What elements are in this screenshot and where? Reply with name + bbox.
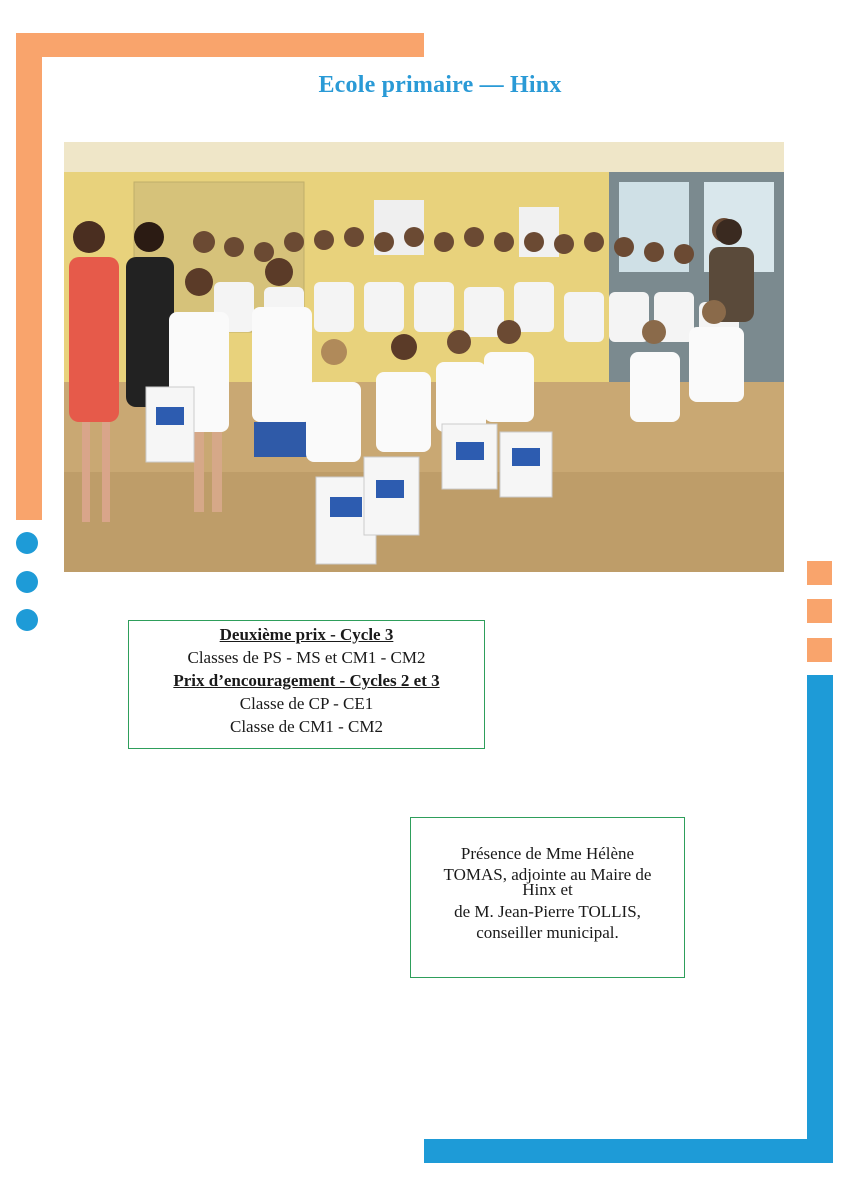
group-photo: [64, 142, 784, 572]
presence-box: [410, 817, 685, 978]
orange-square-3: [807, 638, 832, 662]
prize2-line1: Classe de CP - CE1: [239, 694, 374, 713]
blue-dot-3: [16, 609, 38, 631]
blue-frame-right: [807, 675, 833, 1163]
group-photo-icon: [64, 142, 784, 572]
page-title: Ecole primaire — Hinx: [318, 72, 562, 98]
prize1-heading: Deuxième prix - Cycle 3: [219, 625, 394, 644]
prize2-line2: Classe de CM1 - CM2: [230, 717, 383, 736]
orange-frame-top: [16, 33, 424, 57]
blue-dot-1: [16, 532, 38, 554]
presence-line5: conseiller municipal.: [476, 923, 619, 942]
prize2-heading: Prix d’encouragement - Cycles 2 et 3: [173, 671, 440, 690]
presence-line4: de M. Jean-Pierre TOLLIS,: [454, 902, 641, 921]
blue-frame-bottom: [424, 1139, 833, 1163]
awards-box: [128, 620, 485, 749]
presence-line3: Hinx et: [522, 880, 573, 899]
orange-frame-left: [16, 33, 42, 520]
presence-line1: Présence de Mme Hélène: [460, 844, 635, 863]
blue-dot-2: [16, 571, 38, 593]
prize1-line: Classes de PS - MS et CM1 - CM2: [187, 648, 426, 667]
orange-square-1: [807, 561, 832, 585]
orange-square-2: [807, 599, 832, 623]
presence-line2: TOMAS, adjointe au Maire de: [443, 865, 652, 884]
